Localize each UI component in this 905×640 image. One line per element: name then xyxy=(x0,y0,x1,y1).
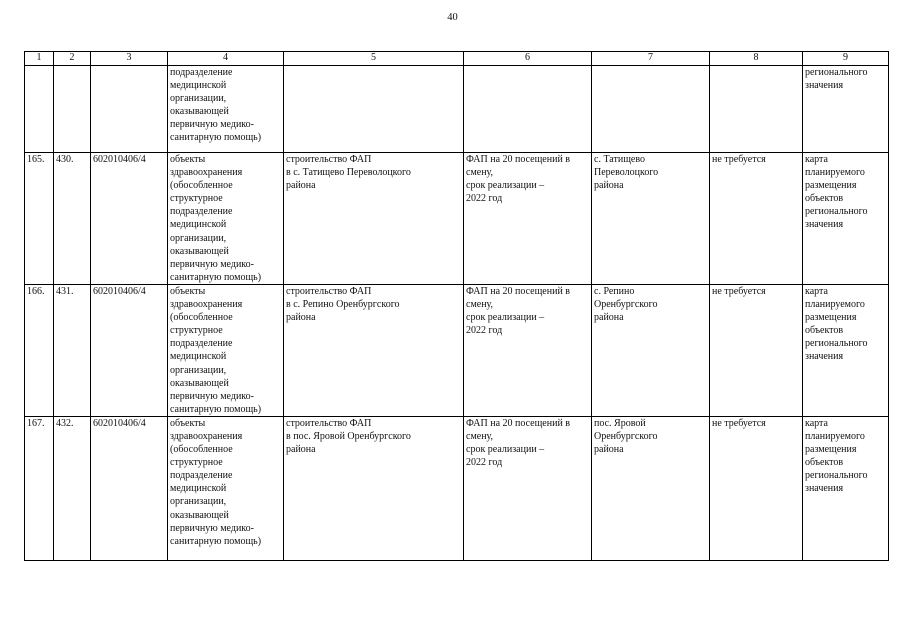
cell-map: карта планируемого размещения объектов регионального значения xyxy=(803,284,889,416)
cell-code xyxy=(91,66,168,153)
table-row xyxy=(25,416,889,560)
cell-characteristics: ФАП на 20 посещений в смену, срок реализации – 2022 год xyxy=(464,416,592,560)
cell-object-name xyxy=(284,66,464,153)
cell-code: 602010406/4 xyxy=(91,153,168,285)
cell-zone: не требуется xyxy=(710,416,803,560)
cell-characteristics: ФАП на 20 посещений в смену, срок реализации – 2022 год xyxy=(464,153,592,285)
cell-location: с. Репино Оренбургского района xyxy=(592,284,710,416)
cell-object-type: объекты здравоохранения (обособленное структурное подразделение медицинской организации, оказывающей первичную медико- санитарную помощь) xyxy=(168,153,284,285)
cell-object-number: 431. xyxy=(54,284,91,416)
header-col-4: 4 xyxy=(168,52,284,66)
cell-object-name: строительство ФАП в с. Репино Оренбургского района xyxy=(284,284,464,416)
cell-characteristics: ФАП на 20 посещений в смену, срок реализации – 2022 год xyxy=(464,284,592,416)
header-col-2: 2 xyxy=(54,52,91,66)
cell-object-number xyxy=(54,66,91,153)
header-col-3: 3 xyxy=(91,52,168,66)
cell-location xyxy=(592,66,710,153)
cell-object-number: 432. xyxy=(54,416,91,560)
cell-map: карта планируемого размещения объектов регионального значения xyxy=(803,153,889,285)
cell-zone xyxy=(710,66,803,153)
cell-object-type: объекты здравоохранения (обособленное структурное подразделение медицинской организации, оказывающей первичную медико- санитарную помощь) xyxy=(168,416,284,560)
table-row xyxy=(25,153,889,285)
header-col-1: 1 xyxy=(25,52,54,66)
cell-map: регионального значения xyxy=(803,66,889,153)
cell-row-number xyxy=(25,66,54,153)
cell-code: 602010406/4 xyxy=(91,416,168,560)
cell-object-type: объекты здравоохранения (обособленное структурное подразделение медицинской организации, оказывающей первичную медико- санитарную помощь) xyxy=(168,284,284,416)
cell-object-type: подразделение медицинской организации, оказывающей первичную медико- санитарную помощь) xyxy=(168,66,284,153)
cell-location: пос. Яровой Оренбургского района xyxy=(592,416,710,560)
cell-characteristics xyxy=(464,66,592,153)
header-col-5: 5 xyxy=(284,52,464,66)
page-number: 40 xyxy=(447,12,458,23)
table-row-continuation xyxy=(25,66,889,153)
cell-object-name: строительство ФАП в с. Татищево Переволоцкого района xyxy=(284,153,464,285)
header-col-6: 6 xyxy=(464,52,592,66)
cell-row-number: 165. xyxy=(25,153,54,285)
cell-row-number: 167. xyxy=(25,416,54,560)
table-row xyxy=(25,284,889,416)
objects-table xyxy=(24,51,889,561)
cell-zone: не требуется xyxy=(710,153,803,285)
cell-code: 602010406/4 xyxy=(91,284,168,416)
header-col-8: 8 xyxy=(710,52,803,66)
cell-location: с. Татищево Переволоцкого района xyxy=(592,153,710,285)
cell-row-number: 166. xyxy=(25,284,54,416)
cell-object-number: 430. xyxy=(54,153,91,285)
cell-zone: не требуется xyxy=(710,284,803,416)
cell-map: карта планируемого размещения объектов регионального значения xyxy=(803,416,889,560)
header-col-7: 7 xyxy=(592,52,710,66)
header-row xyxy=(25,52,889,66)
header-col-9: 9 xyxy=(803,52,889,66)
cell-object-name: строительство ФАП в пос. Яровой Оренбургского района xyxy=(284,416,464,560)
